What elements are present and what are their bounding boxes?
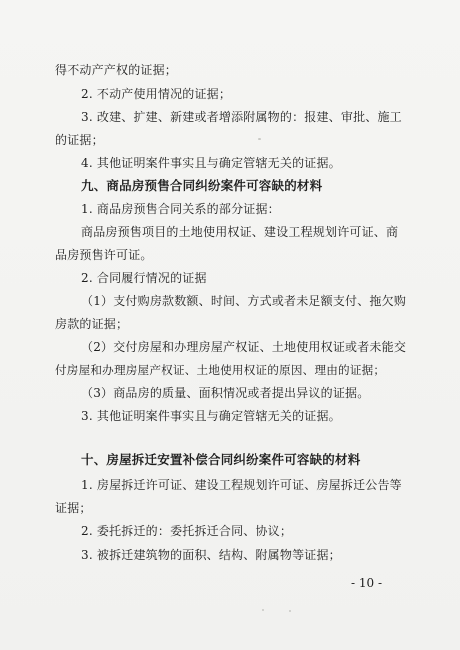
text-line: 1. 房屋拆迁许可证、建设工程规划许可证、房屋拆迁公告等 xyxy=(81,478,402,492)
scan-speck xyxy=(262,609,264,611)
text-line: 证据； xyxy=(55,501,92,515)
section-heading-9: 九、商品房预售合同纠纷案件可容缺的材料 xyxy=(81,178,323,193)
text-line: （3）商品房的质量、面积情况或者提出异议的证据。 xyxy=(81,386,370,400)
text-line: （2）交付房屋和办理房屋产权证、土地使用权证或者未能交 xyxy=(81,340,407,354)
text-line: 3. 其他证明案件事实且与确定管辖无关的证据。 xyxy=(81,409,341,423)
text-line: 2. 委托拆迁的：委托拆迁合同、协议； xyxy=(81,524,293,538)
text-line: 商品房预售项目的土地使用权证、建设工程规划许可证、商 xyxy=(81,225,399,239)
text-line: 得不动产产权的证据； xyxy=(55,63,178,77)
text-line: 2. 不动产使用情况的证据； xyxy=(81,87,232,101)
text-line: 3. 改建、扩建、新建或者增添附属物的：报建、审批、施工 xyxy=(81,110,402,124)
text-line: 房款的证据； xyxy=(55,317,129,331)
scan-speck xyxy=(289,610,291,612)
text-line: 2. 合同履行情况的证据 xyxy=(81,271,207,285)
text-line: 付房屋和办理房屋产权证、土地使用权证的原因、理由的证据； xyxy=(55,363,386,377)
text-line: 1. 商品房预售合同关系的部分证据： xyxy=(81,202,280,216)
text-line: 4. 其他证明案件事实且与确定管辖无关的证据。 xyxy=(81,156,341,170)
text-line: 3. 被拆迁建筑物的面积、结构、附属物等证据； xyxy=(81,548,341,562)
scan-speck xyxy=(258,138,261,140)
text-line: 的证据； xyxy=(55,133,104,147)
text-line: （1）支付购房款数额、时间、方式或者未足额支付、拖欠购 xyxy=(81,294,407,308)
page-number: - 10 - xyxy=(350,576,382,590)
section-heading-10: 十、房屋拆迁安置补偿合同纠纷案件可容缺的材料 xyxy=(81,452,361,467)
text-line: 品房预售许可证。 xyxy=(55,248,153,262)
